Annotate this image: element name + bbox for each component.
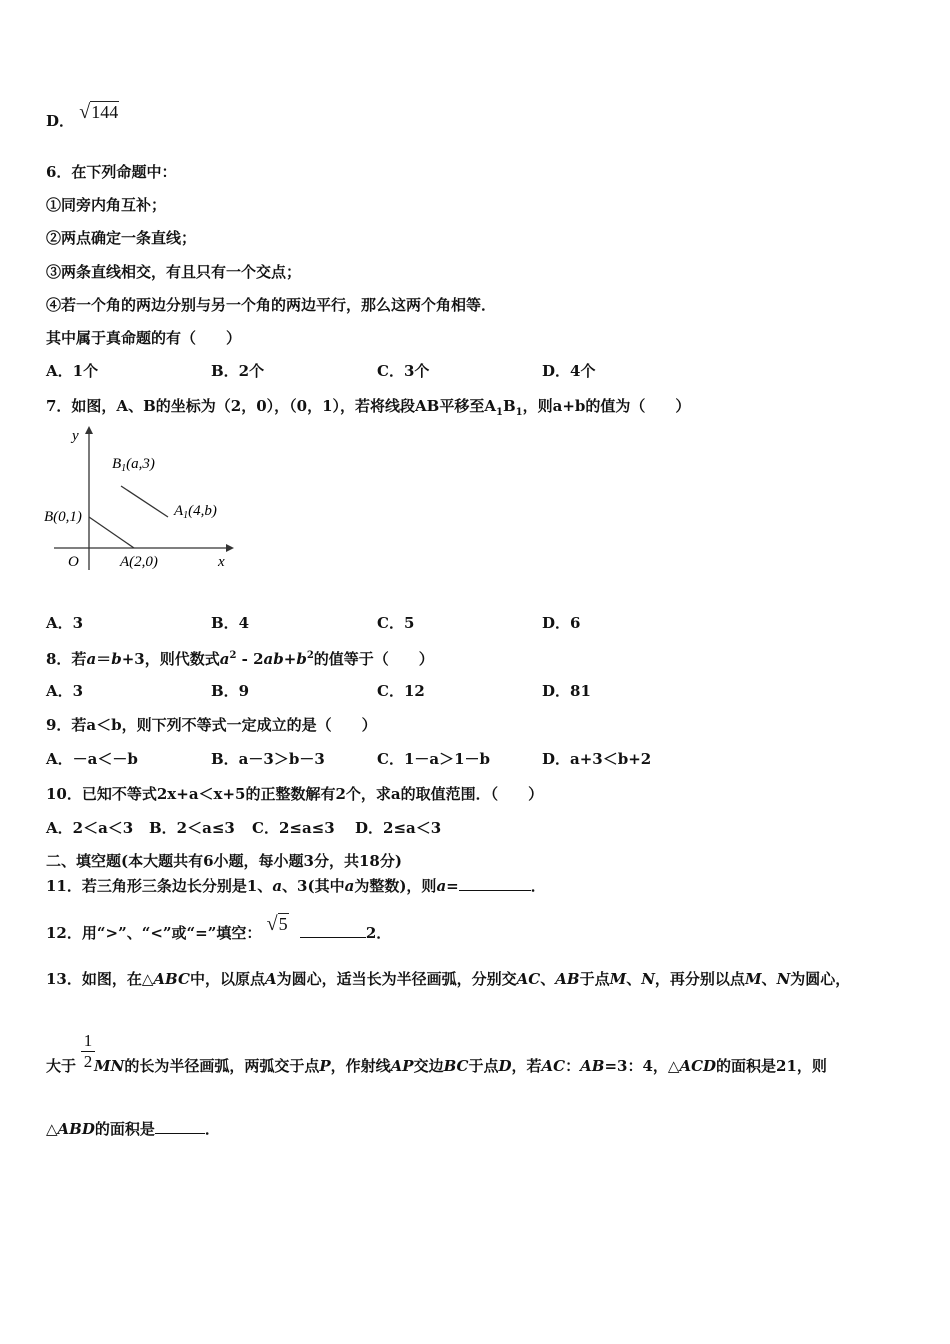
segment-ab — [89, 517, 134, 548]
option-c: C．2≤a≤3 — [252, 819, 335, 837]
q7-coordinate-figure — [40, 420, 240, 580]
fraction-one-half: $\frac{1}{2}$ — [81, 1031, 95, 1072]
y-axis-arrow — [85, 426, 93, 434]
q7-stem: 7．如图，A、B的坐标为（2，0），（0，1），若将线段AB平移至$A_1B_1$，则a+b的值为（ ） — [46, 397, 691, 418]
option-a: A．3 — [46, 614, 84, 632]
x-axis-label: x — [218, 554, 225, 570]
q12-stem: 12．用“>”、“<”或“=”填空： √5 2． — [46, 913, 392, 942]
q6-stem: 6．在下列命题中： — [46, 163, 177, 181]
sqrt-expression: √144 — [79, 101, 119, 123]
answer-blank[interactable] — [300, 923, 366, 938]
q8-stem: 8．若a＝b+3，则代数式$a^2 - 2ab+b^2$的值等于（ ） — [46, 650, 434, 668]
option-b: B．2＜a≤3 — [149, 819, 235, 837]
section-2-title: 二、填空题(本大题共有6小题，每小题3分，共18分) — [46, 852, 402, 870]
q11-stem: 11．若三角形三条边长分别是1、a、3(其中a为整数)，则a= ． — [46, 877, 546, 895]
q13-line-1: 13．如图，在△ABC中，以原点A为圆心，适当长为半径画弧，分别交AC、AB于点M、N，再分别以点M、N为圆心， — [46, 970, 851, 988]
option-b: B．4 — [211, 614, 250, 632]
option-a: A．1个 — [46, 362, 99, 380]
option-a: A．3 — [46, 682, 84, 700]
option-d: D．81 — [542, 682, 591, 700]
option-d: D．2≤a＜3 — [355, 819, 442, 837]
option-a: A．2＜a＜3 — [46, 819, 134, 837]
origin-label: O — [68, 554, 79, 570]
option-a: A．－a＜－b — [46, 750, 138, 768]
option-d: D．4个 — [542, 362, 596, 380]
answer-blank[interactable] — [155, 1119, 205, 1134]
option-d: D．6 — [542, 614, 581, 632]
q6-item-1: ①同旁内角互补； — [46, 196, 167, 214]
option-c: C．3个 — [377, 362, 430, 380]
q13-line-2: 大于 MN的长为半径画弧，两弧交于点P，作射线AP交边BC于点D，若AC：AB=3：4，△ACD的面积是21，则 — [46, 1057, 827, 1075]
option-c: C．5 — [377, 614, 415, 632]
q5-option-d — [46, 101, 119, 131]
option-b: B．a－3＞b－3 — [211, 750, 325, 768]
q10-stem: 10．已知不等式2x+a＜x+5的正整数解有2个，求a的取值范围．（ ） — [46, 785, 544, 803]
sqrt-expression: √5 — [266, 913, 288, 935]
option-label: D． — [46, 112, 75, 130]
x-axis-arrow — [226, 544, 234, 552]
point-b-label: B(0,1) — [44, 509, 82, 525]
q6-item-2: ②两点确定一条直线； — [46, 229, 197, 247]
q13-line-3: △ABD的面积是 ． — [46, 1120, 220, 1138]
option-b: B．9 — [211, 682, 250, 700]
answer-blank[interactable] — [459, 876, 531, 891]
q6-item-4: ④若一个角的两边分别与另一个角的两边平行，那么这两个角相等． — [46, 296, 497, 314]
option-c: C．1－a＞1－b — [377, 750, 491, 768]
q6-ask: 其中属于真命题的有（ ） — [46, 329, 242, 347]
option-c: C．12 — [377, 682, 425, 700]
y-axis-label: y — [72, 428, 79, 444]
point-a-label: A(2,0) — [120, 554, 158, 570]
point-b1-label: $B_1(a,3)$ — [112, 456, 155, 474]
q6-item-3: ③两条直线相交，有且只有一个交点； — [46, 263, 302, 281]
option-b: B．2个 — [211, 362, 265, 380]
point-a1-label: $A_1(4,b)$ — [174, 503, 217, 521]
option-d: D．a+3＜b+2 — [542, 750, 652, 768]
segment-a1b1 — [121, 486, 168, 517]
q9-stem: 9．若a＜b，则下列不等式一定成立的是（ ） — [46, 716, 377, 734]
